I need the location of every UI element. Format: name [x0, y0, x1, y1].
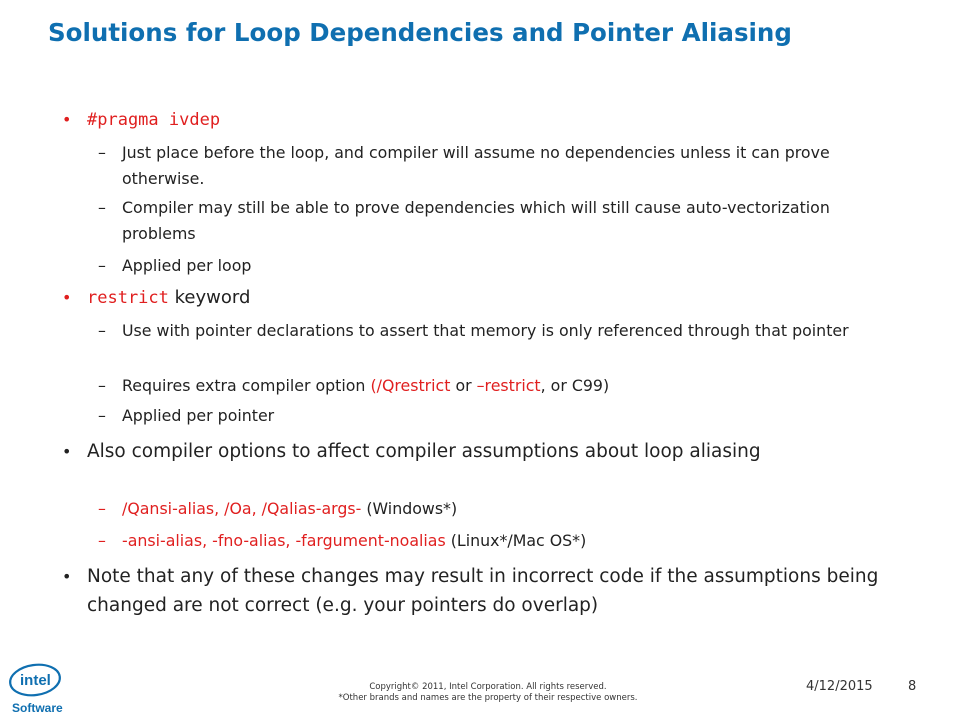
slide-date: 4/12/2015 — [806, 679, 873, 694]
bullet-dot: • — [62, 567, 72, 586]
bullet-dot: • — [62, 110, 72, 129]
bullet-text: Also compiler options to affect compiler assumptions about loop aliasing — [87, 441, 761, 462]
logo-text: intel — [20, 672, 51, 689]
sub-bullet-text: Compiler may still be able to prove dependencies which will still cause auto-vectorization problems — [122, 198, 830, 243]
sub-bullet-text: Just place before the loop, and compiler will assume no dependencies unless it can prove otherwise. — [122, 143, 830, 188]
bullet-dot: • — [62, 288, 72, 307]
bullet-dot: • — [62, 442, 72, 461]
restrict-label: keyword — [168, 287, 251, 308]
sub-bullet-text: Applied per pointer — [122, 406, 275, 425]
pragma-code: #pragma ivdep — [87, 110, 221, 130]
bullet-compiler-options — [62, 437, 907, 466]
sub-bullet: – /Qansi-alias, /Oa, /Qalias-args- (Windows*) — [98, 496, 852, 522]
slide-title: Solutions for Loop Dependencies and Pointer Aliasing — [48, 18, 792, 47]
restrict-code: restrict — [87, 288, 169, 308]
bullet-note — [62, 562, 907, 620]
sub-bullet-text: Use with pointer declarations to assert that memory is only referenced through that pointer — [122, 321, 849, 340]
sub-bullet-text: -ansi-alias, -fno-alias, -fargument-noalias (Linux*/Mac OS*) — [122, 531, 587, 550]
intel-software-logo — [8, 660, 66, 716]
sub-bullet-text: /Qansi-alias, /Oa, /Qalias-args- (Windows*) — [122, 499, 458, 518]
sub-bullet: – Use with pointer declarations to assert that memory is only referenced through that pointer — [98, 318, 852, 344]
logo-subtext: Software — [12, 701, 63, 715]
page-number: 8 — [908, 679, 917, 694]
sub-bullet: – -ansi-alias, -fno-alias, -fargument-noalias (Linux*/Mac OS*) — [98, 528, 852, 554]
sub-bullet: – Just place before the loop, and compiler will assume no dependencies unless it can prove otherwise. — [98, 140, 852, 192]
sub-bullet: – Compiler may still be able to prove dependencies which will still cause auto-vectorization problems — [98, 195, 852, 247]
sub-bullet: – Applied per loop — [98, 253, 852, 279]
sub-bullet: – Applied per pointer — [98, 403, 852, 429]
bullet-restrict — [62, 283, 907, 313]
sub-bullet-text: Applied per loop — [122, 256, 252, 275]
sub-bullet-text: Requires extra compiler option (/Qrestrict or –restrict, or C99) — [122, 376, 610, 395]
sub-bullet: – Requires extra compiler option (/Qrestrict or –restrict, or C99) — [98, 373, 852, 399]
bullet-pragma-ivdep — [62, 105, 907, 135]
bullet-text: Note that any of these changes may result in incorrect code if the assumptions being changed are not correct (e.g. your pointers do overlap) — [87, 566, 879, 616]
copyright-notice: Copyright© 2011, Intel Corporation. All rights reserved. *Other brands and names are the property of their respective owners. — [338, 682, 638, 703]
